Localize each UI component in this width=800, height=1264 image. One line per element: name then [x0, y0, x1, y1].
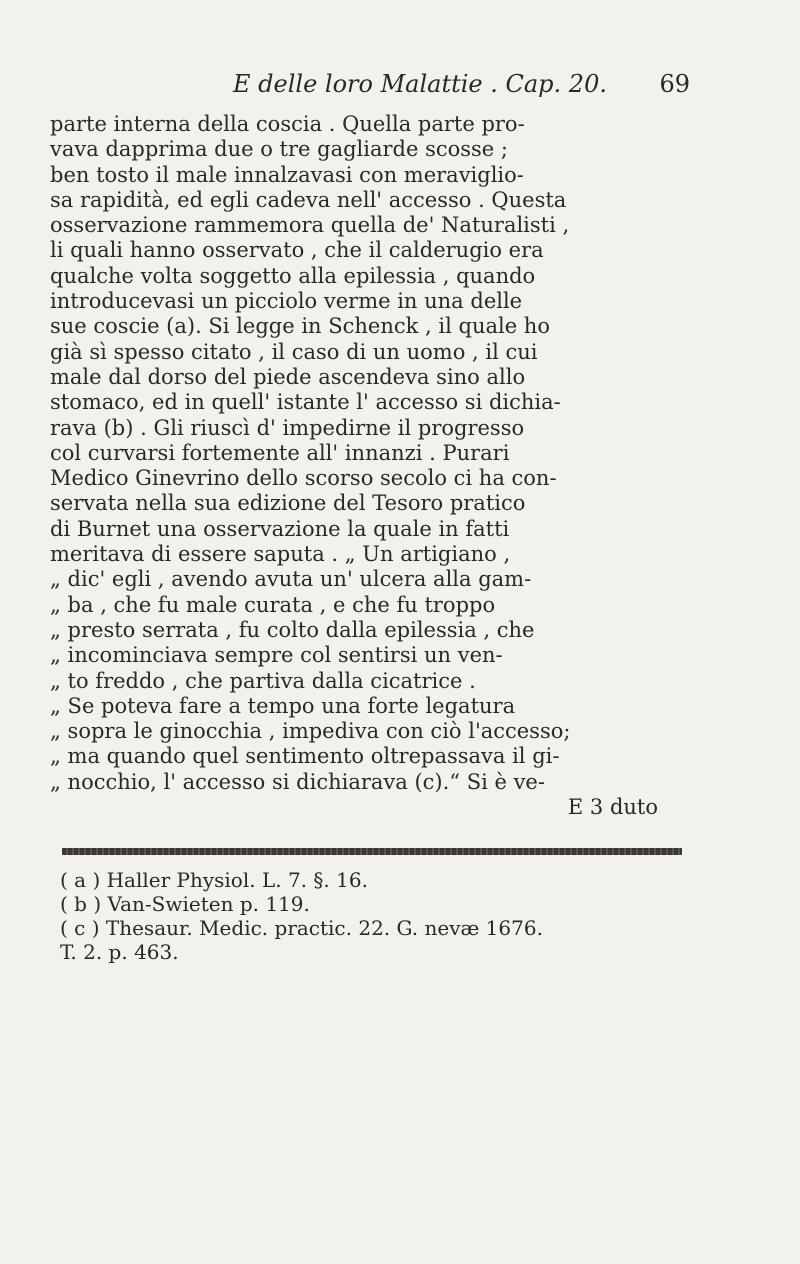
ornamental-rule — [62, 848, 682, 855]
text-line: „ sopra le ginocchia , impediva con ciò l'accesso; — [50, 719, 571, 744]
footnote: T. 2. p. 463. — [60, 940, 179, 964]
footnote: ( c ) Thesaur. Medic. practic. 22. G. nevæ 1676. — [60, 916, 543, 940]
text-line: sa rapidità, ed egli cadeva nell' accesso . Questa — [50, 187, 567, 212]
text-line: „ incominciava sempre col sentirsi un ven- — [50, 643, 503, 668]
text-line: stomaco, ed in quell' istante l' accesso si dichia- — [50, 390, 561, 415]
page-number: 69 — [659, 70, 690, 98]
text-line: meritava di essere saputa . „ Un artigiano , — [50, 542, 511, 567]
footnotes — [60, 868, 700, 964]
text-line: Medico Ginevrino dello scorso secolo ci ha con- — [50, 466, 557, 491]
text-line: male dal dorso del piede ascendeva sino allo — [50, 364, 526, 389]
signature-catchword-line: E 3 duto — [567, 795, 658, 820]
text-line: „ nocchio, l' accesso si dichiarava (c).“ Si è ve- — [50, 769, 545, 794]
text-line: sue coscie (a). Si legge in Schenck , il quale ho — [50, 314, 550, 339]
text-line: ben tosto il male innalzavasi con meraviglio- — [50, 162, 524, 187]
text-line: già sì spesso citato , il caso di un uomo , il cui — [50, 339, 538, 364]
text-line: servata nella sua edizione del Tesoro pratico — [50, 491, 526, 516]
running-title: E delle loro Malattie . Cap. 20. — [233, 70, 607, 98]
text-line: rava (b) . Gli riuscì d' impedirne il progresso — [50, 415, 525, 440]
text-line: „ Se poteva fare a tempo una forte legatura — [50, 693, 516, 718]
text-line: „ presto serrata , fu colto dalla epilessia , che — [50, 617, 535, 642]
text-line: osservazione rammemora quella de' Naturalisti , — [50, 213, 570, 238]
text-line: „ ma quando quel sentimento oltrepassava il gi- — [50, 744, 560, 769]
text-line: vava dapprima due o tre gagliarde scosse ; — [50, 137, 508, 162]
text-line: qualche volta soggetto alla epilessia , quando — [50, 263, 536, 288]
text-line: introducevasi un picciolo verme in una delle — [50, 289, 523, 314]
text-line: „ dic' egli , avendo avuta un' ulcera alla gam- — [50, 567, 532, 592]
body-text — [50, 112, 688, 820]
footnote: ( b ) Van-Swieten p. 119. — [60, 892, 310, 916]
text-line: di Burnet una osservazione la quale in fatti — [50, 516, 510, 541]
text-line: „ ba , che fu male curata , e che fu troppo — [50, 592, 496, 617]
text-line: col curvarsi fortemente all' innanzi . Purari — [50, 440, 510, 465]
text-line: li quali hanno osservato , che il calderugio era — [50, 238, 544, 263]
footnote: ( a ) Haller Physiol. L. 7. §. 16. — [60, 868, 368, 892]
text-line: „ to freddo , che partiva dalla cicatrice . — [50, 668, 476, 693]
text-line: parte interna della coscia . Quella parte pro- — [50, 112, 525, 136]
running-header — [150, 70, 690, 98]
